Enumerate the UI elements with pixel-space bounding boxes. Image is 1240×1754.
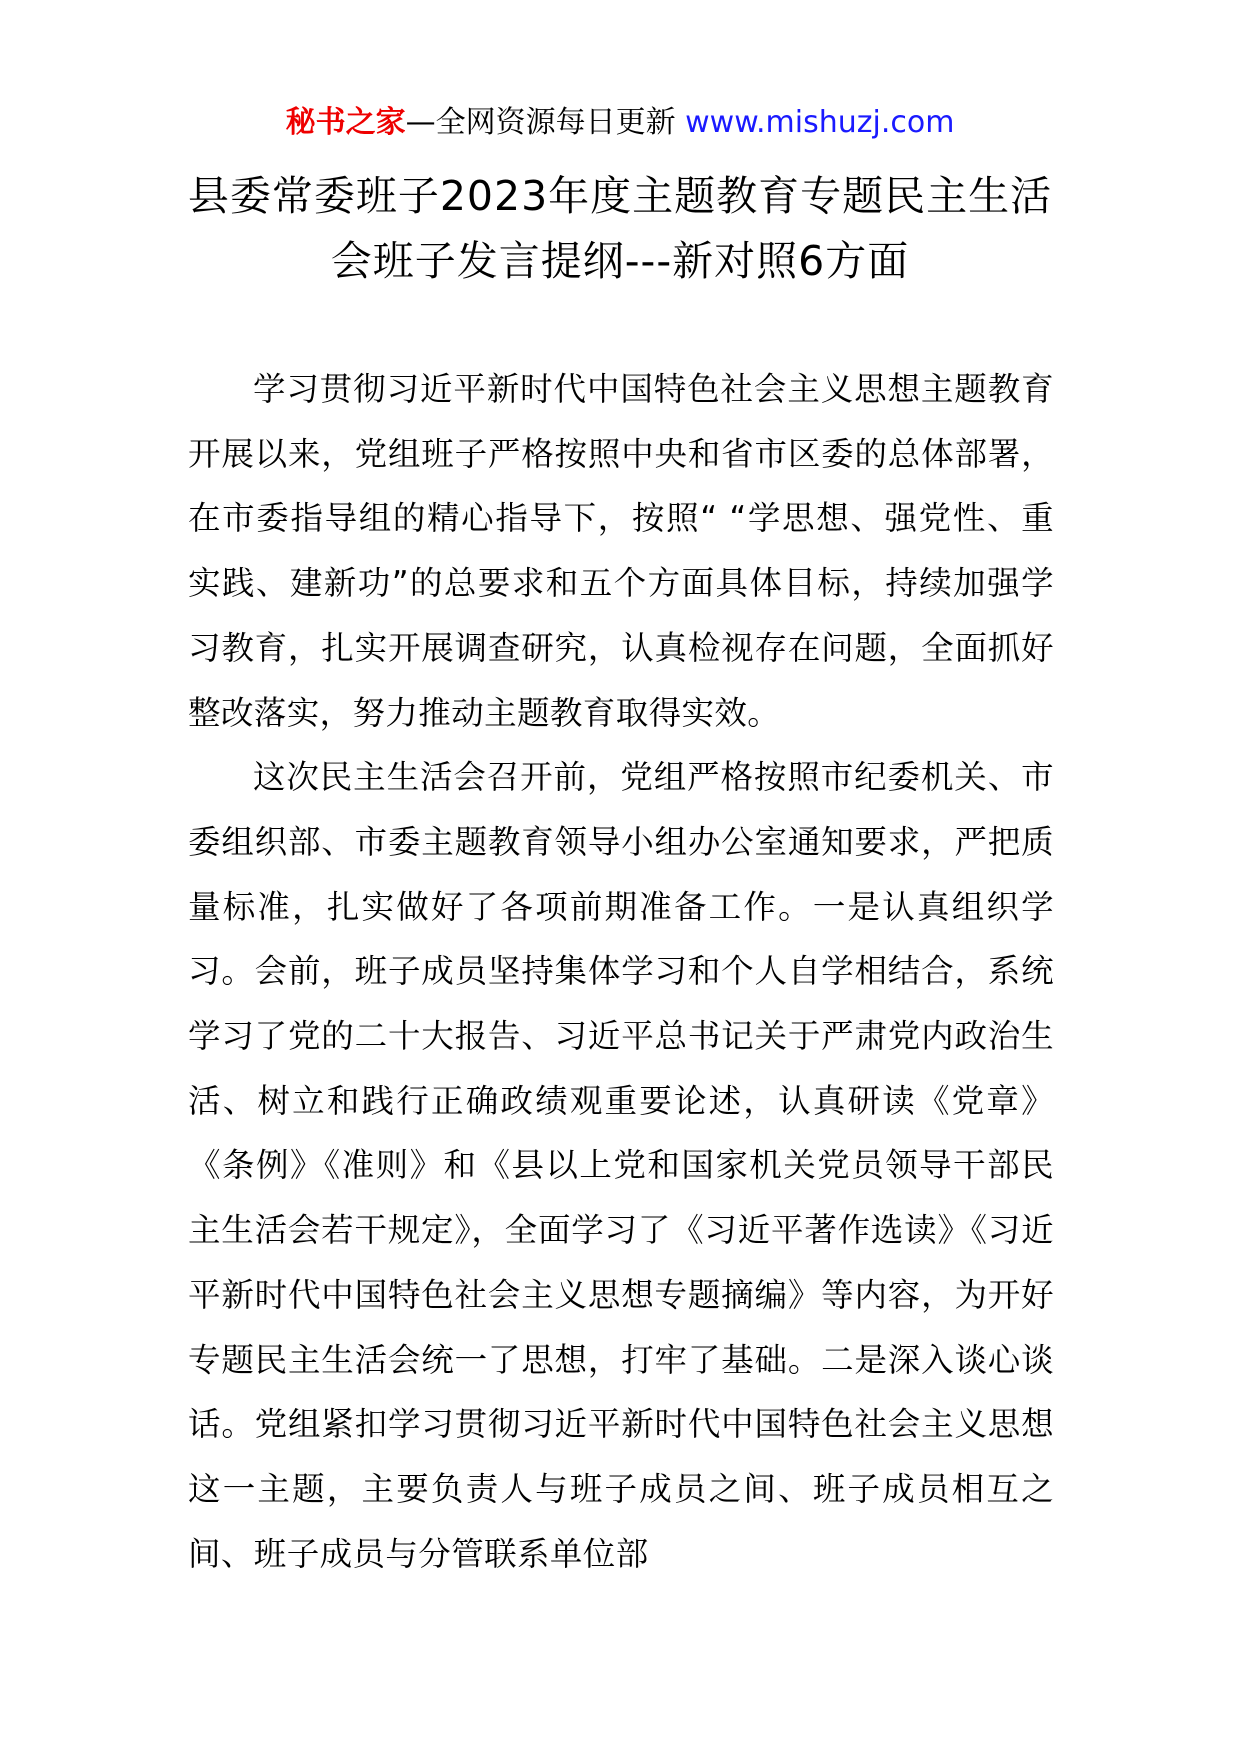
body-paragraph-2: 这次民主生活会召开前，党组严格按照市纪委机关、市委组织部、市委主题教育领导小组办公室通知要求，严把质量标准，扎实做好了各项前期准备工作。一是认真组织学习。会前，班子成员坚持集体学习和个人自学相结合，系统学习了党的二十大报告、习近平总书记关于严肃党内政治生活、树立和践行正确政绩观重要论述，认真研读《党章》《条例》《准则》和《县以上党和国家机关党员领导干部民主生活会若干规定》，全面学习了《习近平著作选读》《习近平新时代中国特色社会主义思想专题摘编》等内容，为开好专题民主生活会统一了思想，打牢了基础。二是深入谈心谈话。党组紧扣学习贯彻习近平新时代中国特色社会主义思想这一主题，主要负责人与班子成员之间、班子成员相互之间、班子成员与分管联系单位部 (188, 758, 1054, 1573)
site-url-link[interactable]: www.mishuzj.com (685, 105, 955, 140)
document-title (150, 164, 1090, 294)
document-body (188, 357, 1054, 1586)
site-brand: 秘书之家 (285, 105, 406, 140)
site-tagline: —全网资源每日更新 (405, 105, 676, 140)
document-title-line-1: 县委常委班子2023年度主题教育专题民主生活 (187, 172, 1053, 220)
body-paragraph-1: 学习贯彻习近平新时代中国特色社会主义思想主题教育开展以来，党组班子严格按照中央和省市区委的总体部署，在市委指导组的精心指导下，按照“ “学思想、强党性、重实践、建新功”的总要求和五个方面具体目标，持续加强学习教育，扎实开展调查研究，认真检视存在问题，全面抓好整改落实，努力推动主题教育取得实效。 (188, 370, 1054, 732)
document-title-line-2: 会班子发言提纲---新对照6方面 (330, 237, 910, 285)
site-watermark-header (0, 100, 1240, 146)
